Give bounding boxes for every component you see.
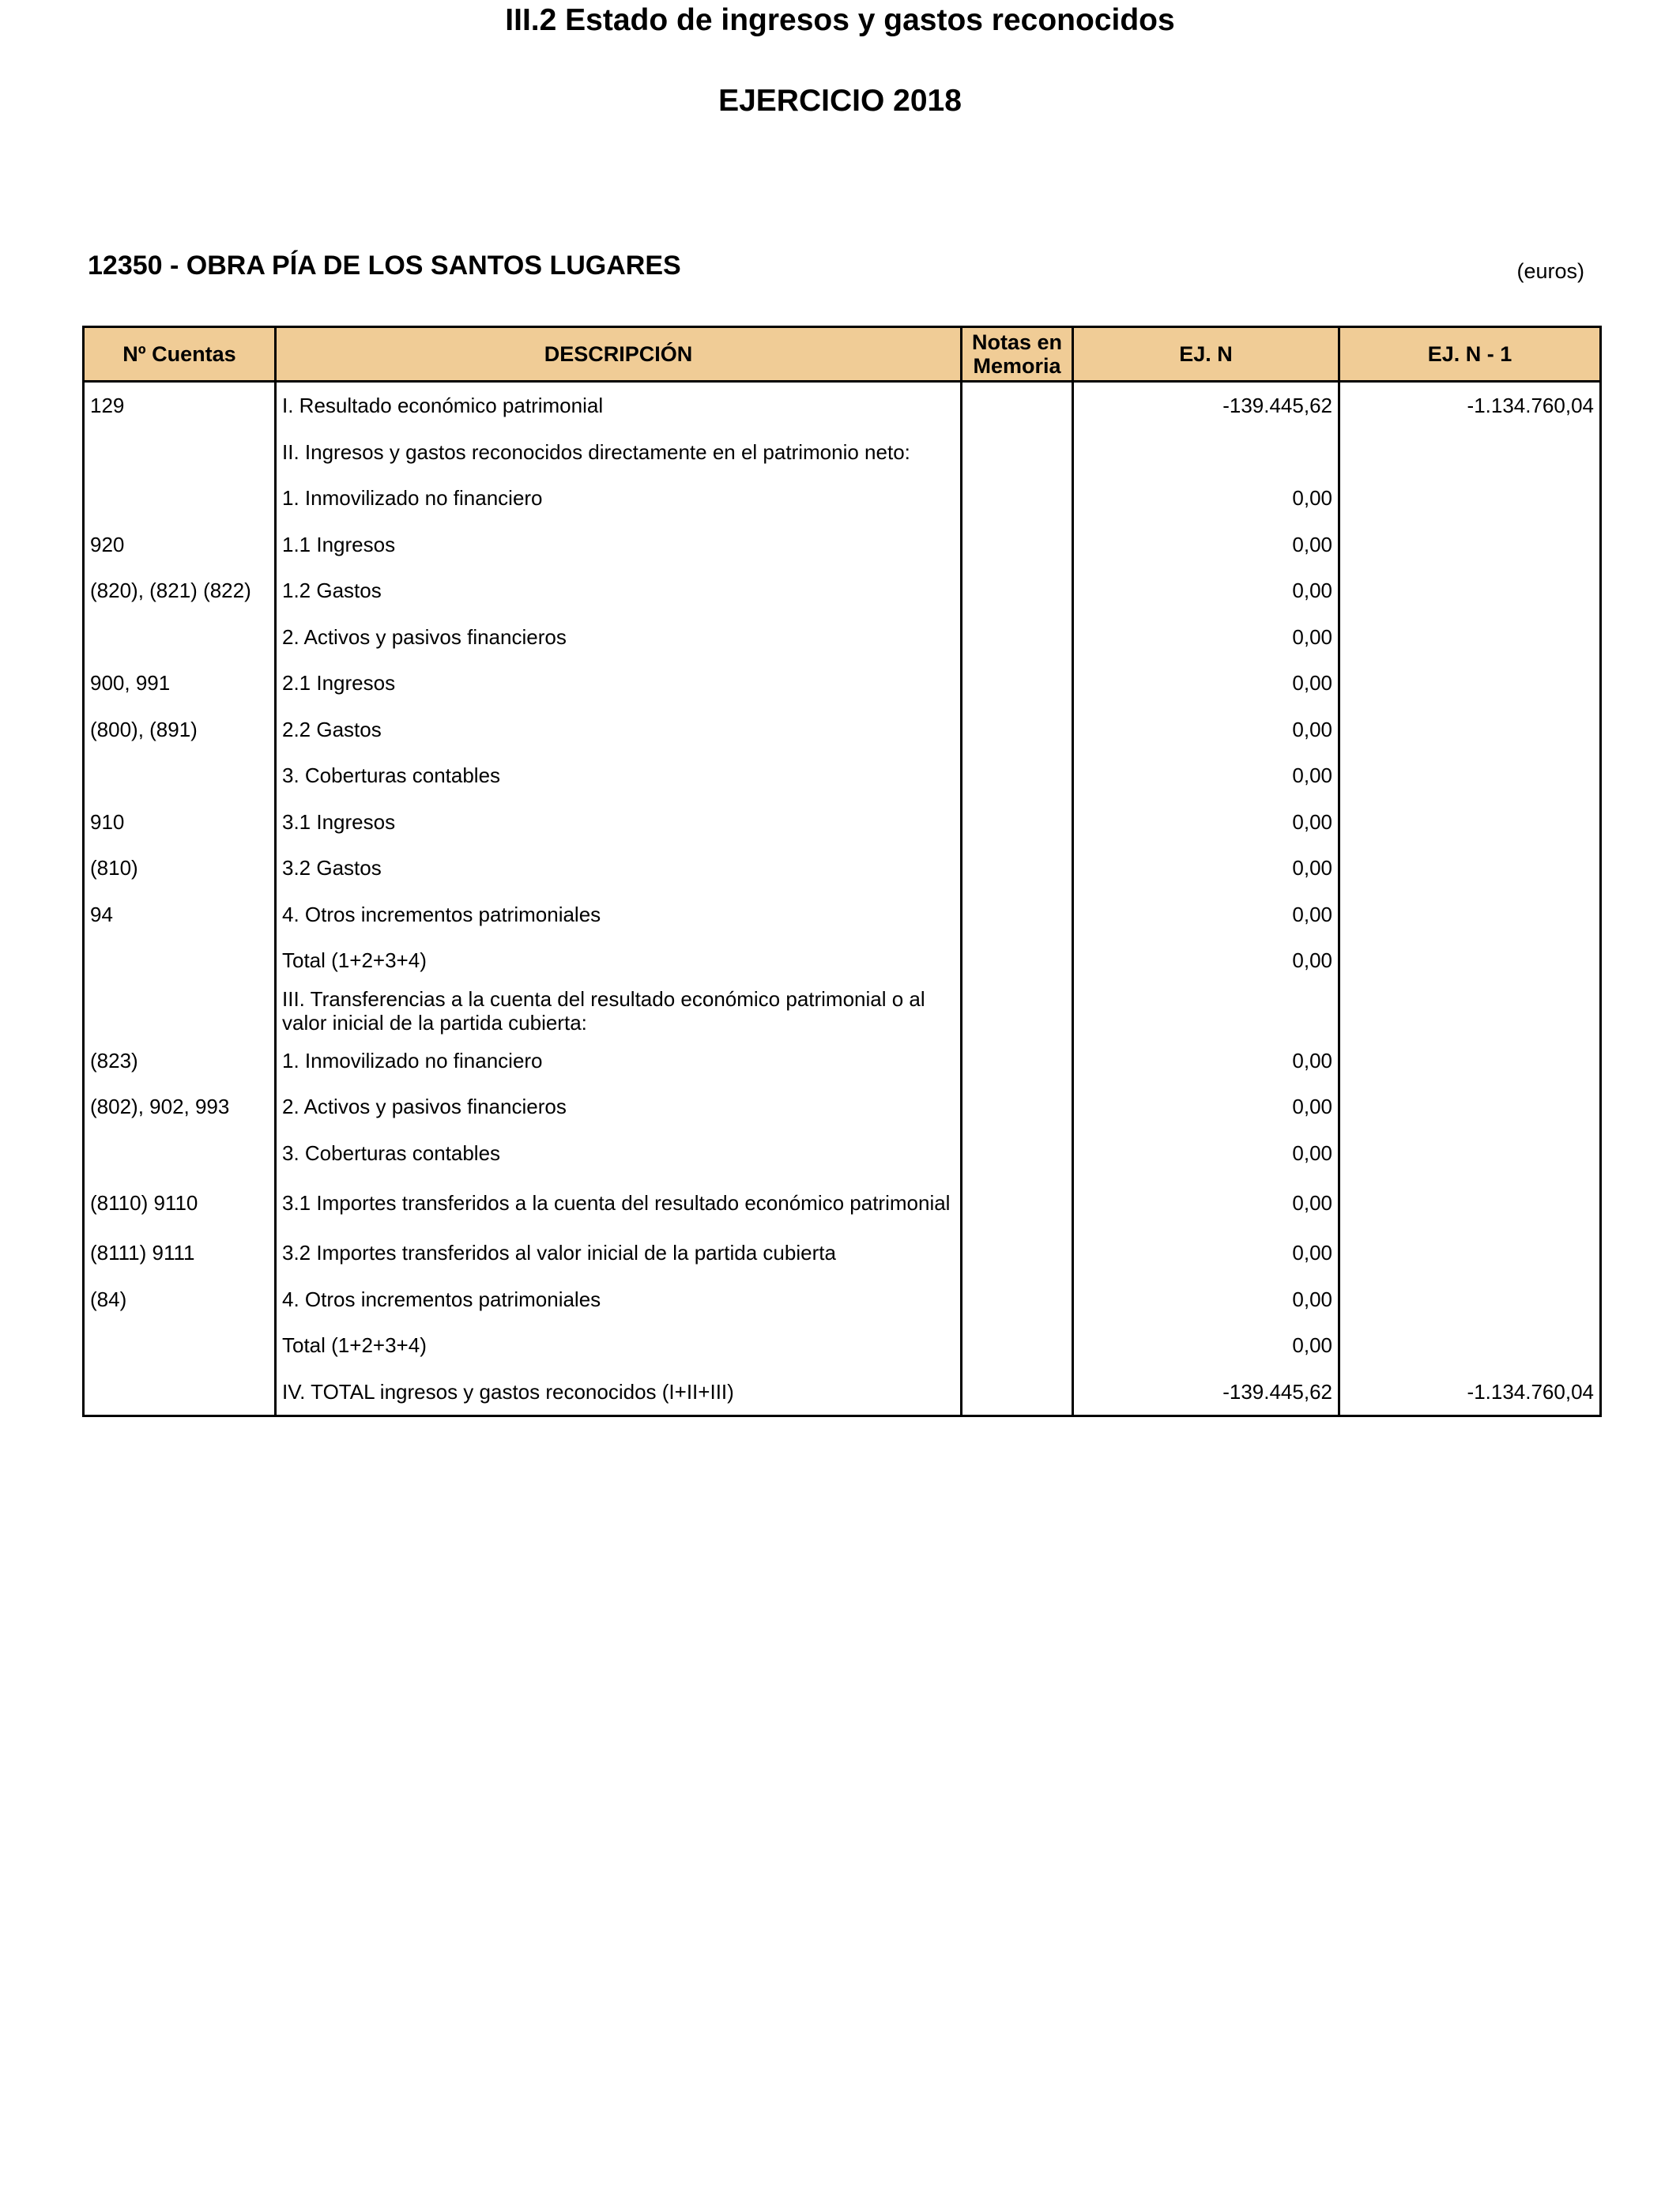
cell-current-year: -139.445,62 <box>1073 382 1339 429</box>
cell-notes <box>962 1369 1073 1416</box>
cell-description: 2. Activos y pasivos financieros <box>276 1084 962 1130</box>
cell-description: 3. Coberturas contables <box>276 1130 962 1177</box>
cell-current-year: 0,00 <box>1073 1084 1339 1130</box>
cell-description: 2.1 Ingresos <box>276 660 962 707</box>
cell-previous-year <box>1339 1038 1601 1084</box>
cell-description: I. Resultado económico patrimonial <box>276 382 962 429</box>
cell-accounts <box>84 475 276 522</box>
cell-previous-year: -1.134.760,04 <box>1339 382 1601 429</box>
cell-description: 1. Inmovilizado no financiero <box>276 1038 962 1084</box>
cell-current-year: 0,00 <box>1073 1176 1339 1230</box>
table-row <box>84 892 1601 938</box>
column-header-accounts: Nº Cuentas <box>84 327 276 382</box>
entity-title: 12350 - OBRA PÍA DE LOS SANTOS LUGARES <box>88 251 681 281</box>
cell-previous-year <box>1339 475 1601 522</box>
cell-current-year: 0,00 <box>1073 1130 1339 1177</box>
table-row <box>84 984 1601 1038</box>
cell-previous-year <box>1339 567 1601 614</box>
cell-previous-year <box>1339 799 1601 846</box>
cell-accounts: 910 <box>84 799 276 846</box>
cell-accounts <box>84 752 276 799</box>
cell-description: 3.1 Ingresos <box>276 799 962 846</box>
cell-description: 3.1 Importes transferidos a la cuenta del resultado económico patrimonial <box>276 1176 962 1230</box>
cell-accounts: (820), (821) (822) <box>84 567 276 614</box>
table-row <box>84 382 1601 429</box>
cell-description: 1.2 Gastos <box>276 567 962 614</box>
cell-accounts: 129 <box>84 382 276 429</box>
cell-notes <box>962 1230 1073 1276</box>
table-row <box>84 1176 1601 1230</box>
table-row <box>84 1038 1601 1084</box>
units-label: (euros) <box>1516 259 1584 283</box>
cell-description: 1.1 Ingresos <box>276 522 962 568</box>
cell-accounts <box>84 1322 276 1369</box>
cell-accounts <box>84 614 276 661</box>
cell-description: 4. Otros incrementos patrimoniales <box>276 892 962 938</box>
cell-description: Total (1+2+3+4) <box>276 937 962 984</box>
column-header-description: DESCRIPCIÓN <box>276 327 962 382</box>
cell-notes <box>962 1038 1073 1084</box>
table-row <box>84 1130 1601 1177</box>
cell-accounts <box>84 937 276 984</box>
cell-notes <box>962 1276 1073 1323</box>
cell-previous-year <box>1339 1176 1601 1230</box>
cell-previous-year <box>1339 1230 1601 1276</box>
cell-current-year: 0,00 <box>1073 1038 1339 1084</box>
cell-current-year: 0,00 <box>1073 614 1339 661</box>
cell-accounts: (8110) 9110 <box>84 1176 276 1230</box>
cell-description: II. Ingresos y gastos reconocidos directamente en el patrimonio neto: <box>276 429 962 476</box>
table-row <box>84 475 1601 522</box>
cell-accounts: 920 <box>84 522 276 568</box>
cell-previous-year <box>1339 845 1601 892</box>
cell-current-year: 0,00 <box>1073 475 1339 522</box>
cell-accounts: 94 <box>84 892 276 938</box>
table-row <box>84 845 1601 892</box>
cell-previous-year <box>1339 984 1601 1038</box>
cell-description: 2.2 Gastos <box>276 707 962 753</box>
cell-current-year: 0,00 <box>1073 892 1339 938</box>
table-row <box>84 799 1601 846</box>
cell-accounts <box>84 984 276 1038</box>
cell-notes <box>962 660 1073 707</box>
cell-previous-year <box>1339 707 1601 753</box>
cell-notes <box>962 892 1073 938</box>
cell-notes <box>962 567 1073 614</box>
cell-description: 1. Inmovilizado no financiero <box>276 475 962 522</box>
column-header-current-year: EJ. N <box>1073 327 1339 382</box>
cell-accounts <box>84 1130 276 1177</box>
column-header-previous-year: EJ. N - 1 <box>1339 327 1601 382</box>
cell-description: IV. TOTAL ingresos y gastos reconocidos (I+II+III) <box>276 1369 962 1416</box>
cell-notes <box>962 1322 1073 1369</box>
cell-description: III. Transferencias a la cuenta del resultado económico patrimonial o al valor inicial de la partida cubierta: <box>276 984 962 1038</box>
table-row <box>84 752 1601 799</box>
cell-notes <box>962 984 1073 1038</box>
cell-current-year: -139.445,62 <box>1073 1369 1339 1416</box>
cell-previous-year <box>1339 1276 1601 1323</box>
cell-notes <box>962 382 1073 429</box>
table-row <box>84 567 1601 614</box>
cell-current-year: 0,00 <box>1073 1322 1339 1369</box>
cell-notes <box>962 1130 1073 1177</box>
cell-notes <box>962 937 1073 984</box>
cell-previous-year <box>1339 614 1601 661</box>
cell-description: 2. Activos y pasivos financieros <box>276 614 962 661</box>
cell-current-year: 0,00 <box>1073 567 1339 614</box>
cell-current-year: 0,00 <box>1073 660 1339 707</box>
cell-notes <box>962 614 1073 661</box>
cell-accounts: (810) <box>84 845 276 892</box>
cell-current-year: 0,00 <box>1073 799 1339 846</box>
cell-current-year: 0,00 <box>1073 1230 1339 1276</box>
cell-notes <box>962 429 1073 476</box>
table-row <box>84 707 1601 753</box>
table-row <box>84 1276 1601 1323</box>
cell-accounts: (84) <box>84 1276 276 1323</box>
cell-previous-year <box>1339 522 1601 568</box>
cell-notes <box>962 707 1073 753</box>
cell-current-year: 0,00 <box>1073 937 1339 984</box>
cell-notes <box>962 752 1073 799</box>
cell-accounts: (823) <box>84 1038 276 1084</box>
table-header-row <box>84 327 1601 382</box>
cell-previous-year <box>1339 892 1601 938</box>
cell-notes <box>962 845 1073 892</box>
cell-notes <box>962 1084 1073 1130</box>
cell-previous-year: -1.134.760,04 <box>1339 1369 1601 1416</box>
table-row <box>84 1322 1601 1369</box>
income-expense-table <box>82 326 1602 1417</box>
cell-notes <box>962 799 1073 846</box>
cell-previous-year <box>1339 1084 1601 1130</box>
cell-notes <box>962 475 1073 522</box>
table-row <box>84 1230 1601 1276</box>
cell-previous-year <box>1339 752 1601 799</box>
cell-accounts <box>84 1369 276 1416</box>
cell-description: 3.2 Gastos <box>276 845 962 892</box>
cell-previous-year <box>1339 1322 1601 1369</box>
cell-current-year: 0,00 <box>1073 707 1339 753</box>
table-row <box>84 1084 1601 1130</box>
table-row <box>84 937 1601 984</box>
cell-previous-year <box>1339 1130 1601 1177</box>
cell-current-year <box>1073 429 1339 476</box>
cell-description: 4. Otros incrementos patrimoniales <box>276 1276 962 1323</box>
page-title: III.2 Estado de ingresos y gastos reconocidos <box>505 3 1175 37</box>
cell-current-year <box>1073 984 1339 1038</box>
table-row <box>84 614 1601 661</box>
cell-previous-year <box>1339 429 1601 476</box>
table-row <box>84 522 1601 568</box>
cell-current-year: 0,00 <box>1073 845 1339 892</box>
cell-accounts: 900, 991 <box>84 660 276 707</box>
cell-description: 3.2 Importes transferidos al valor inicial de la partida cubierta <box>276 1230 962 1276</box>
table-row <box>84 429 1601 476</box>
cell-notes <box>962 522 1073 568</box>
cell-current-year: 0,00 <box>1073 522 1339 568</box>
fiscal-year-title: EJERCICIO 2018 <box>718 84 962 118</box>
table-row <box>84 1369 1601 1416</box>
cell-description: 3. Coberturas contables <box>276 752 962 799</box>
cell-previous-year <box>1339 937 1601 984</box>
table-row <box>84 660 1601 707</box>
table-body <box>84 382 1601 1416</box>
cell-accounts: (800), (891) <box>84 707 276 753</box>
cell-notes <box>962 1176 1073 1230</box>
cell-current-year: 0,00 <box>1073 752 1339 799</box>
cell-accounts: (8111) 9111 <box>84 1230 276 1276</box>
column-header-notes: Notas en Memoria <box>962 327 1073 382</box>
cell-previous-year <box>1339 660 1601 707</box>
cell-current-year: 0,00 <box>1073 1276 1339 1323</box>
cell-accounts <box>84 429 276 476</box>
cell-description: Total (1+2+3+4) <box>276 1322 962 1369</box>
cell-accounts: (802), 902, 993 <box>84 1084 276 1130</box>
